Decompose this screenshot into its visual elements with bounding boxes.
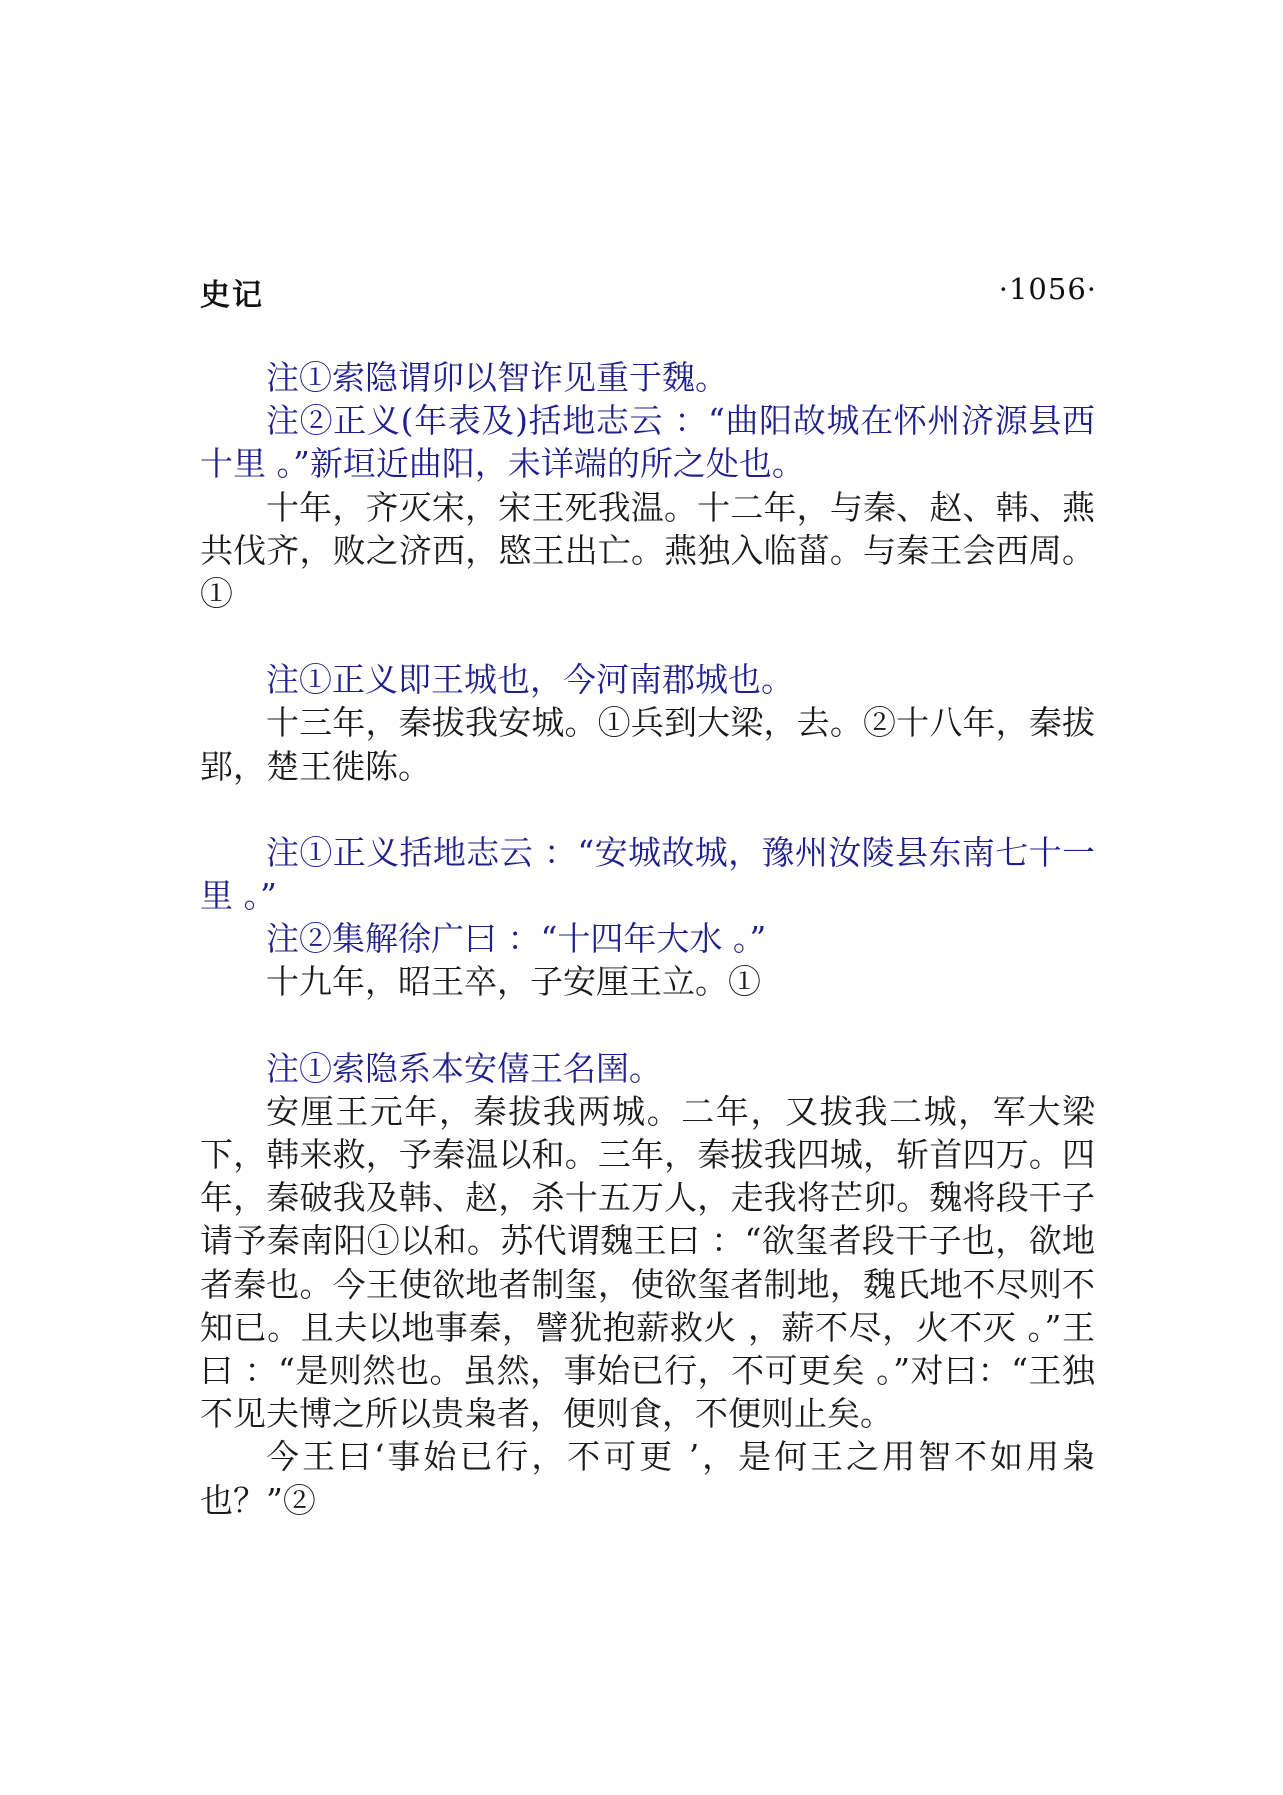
page-number: ·1056· [998,272,1097,306]
annotation-paragraph: 注①索隐系本安僖王名圉。 [266,1048,662,1088]
annotation-paragraph: 注①正义括地志云 ：“安城故城，豫州汝陵县东南七十一里 。” [200,832,1095,916]
text-paragraph: 十九年，昭王卒，子安厘王立。① [266,962,761,1002]
book-title: 史记 [200,278,264,313]
text-paragraph: 十三年，秦拔我安城。①兵到大梁，去。②十八年，秦拔郢，楚王徙陈。 [200,703,1095,786]
text-paragraph: 今王曰‘事始已行，不可更 ’，是何王之用智不如用枭也？”② [200,1437,1095,1520]
text-paragraph: 安厘王元年，秦拔我两城。二年，又拔我二城，军大梁下，韩来救，予秦温以和。三年，秦拔我四城，斩首四万。四年，秦破我及韩、赵，杀十五万人，走我将芒卯。魏将段干子请予秦南阳①以和。苏代谓魏王曰 ：“欲玺者段干子也，欲地者秦也。今王使欲地者制玺，使欲玺者制地，魏氏地不尽则不知已。且夫以地事秦，譬犹抱薪救火 ，薪不尽，火不灭 。”王曰 ：“是则然也。虽然，事始已行，不可更矣 。”对曰：“王独不见夫博之所以贵枭者，便则食，不便则止矣。 [200,1091,1095,1434]
annotation-paragraph: 注①索隐谓卯以智诈见重于魏。 [266,358,728,397]
annotation-paragraph: 注②集解徐广曰 ：“十四年大水 。” [266,919,767,959]
annotation-paragraph: 注①正义即王城也，今河南郡城也。 [266,660,794,700]
text-paragraph: 十年，齐灭宋，宋王死我温。十二年，与秦、赵、韩、燕共伐齐，败之济西，愍王出亡。燕独入临菑。与秦王会西周。① [200,487,1095,614]
page-body [200,356,1095,1522]
page-header [200,270,1097,314]
annotation-paragraph: 注②正义(年表及)括地志云 ：“曲阳故城在怀州济源县西十里 。”新垣近曲阳，未详端的所之处也。 [200,401,1095,484]
